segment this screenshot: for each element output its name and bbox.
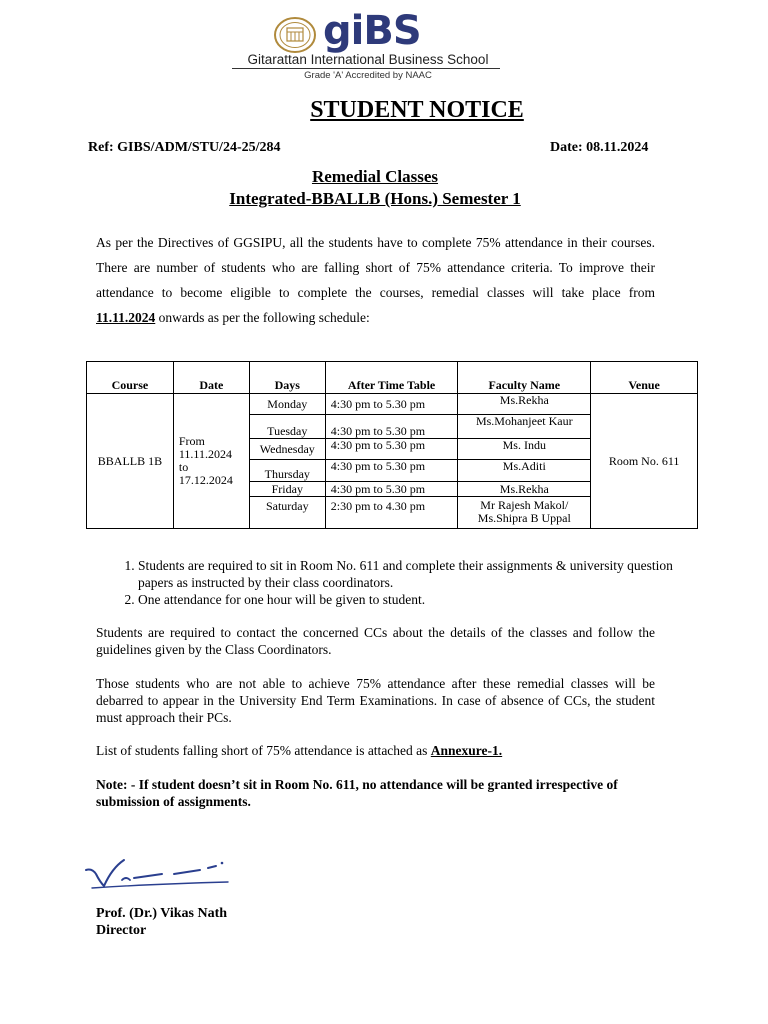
faculty-cell: Ms.Aditi [458, 460, 591, 482]
day-cell: Wednesday [249, 439, 325, 460]
faculty-name-line1: Mr Rajesh Makol/ [480, 498, 569, 512]
intro-text-after: onwards as per the following schedule: [155, 310, 370, 325]
contact-paragraph: Students are required to contact the concerned CCs about the details of the classes and follow the guidelines given by the Class Coordinators. [96, 625, 655, 657]
table-header-row [87, 362, 698, 394]
header-days: Days [249, 362, 325, 394]
notice-date: Date: 08.11.2024 [550, 140, 649, 155]
header-date: Date [173, 362, 249, 394]
brand-logo: giBS [323, 8, 421, 54]
school-seal-icon [273, 16, 317, 54]
date-start: 11.11.2024 [178, 447, 232, 461]
faculty-cell: Ms.Rekha [458, 482, 591, 497]
day-cell: Friday [249, 482, 325, 497]
signatory-title: Director [96, 923, 147, 938]
schedule-table [86, 361, 698, 529]
header-faculty: Faculty Name [458, 362, 591, 394]
list-item: 1. Students are required to sit in Room No. 611 and complete their assignments & university question papers as instructed by their class coordinators. [138, 557, 698, 591]
director-signature [82, 854, 232, 896]
intro-start-date: 11.11.2024 [96, 310, 156, 325]
date-range-cell [173, 394, 249, 529]
note-paragraph: Note: - If student doesn’t sit in Room No. 611, no attendance will be granted irrespective of submission of assignments. [96, 777, 618, 809]
rules-list [96, 557, 698, 608]
header-venue: Venue [591, 362, 698, 394]
header-course: Course [87, 362, 174, 394]
venue-cell: Room No. 611 [591, 394, 698, 529]
header-divider [232, 68, 500, 69]
date-end: 17.12.2024 [178, 473, 233, 487]
faculty-cell: Ms.Rekha [458, 394, 591, 415]
day-cell: Monday [249, 394, 325, 415]
time-cell: 4:30 pm to 5.30 pm [325, 482, 458, 497]
day-cell: Tuesday [249, 415, 325, 439]
signatory-name: Prof. (Dr.) Vikas Nath [96, 906, 228, 921]
reference-number: Ref: GIBS/ADM/STU/24-25/284 [88, 140, 281, 155]
subtitle-program: Integrated-BBALLB (Hons.) Semester 1 [229, 189, 521, 208]
day-cell: Saturday [249, 497, 325, 529]
faculty-cell: Ms. Indu [458, 439, 591, 460]
date-to-label: to [178, 460, 189, 474]
time-cell: 4:30 pm to 5.30 pm [325, 460, 458, 482]
day-cell: Thursday [249, 460, 325, 482]
list-item: 2. One attendance for one hour will be given to student. [138, 591, 698, 608]
table-row [87, 394, 698, 415]
signatory-block [96, 905, 227, 939]
annexure-text: List of students falling short of 75% attendance is attached as [96, 743, 431, 758]
intro-paragraph [96, 230, 655, 330]
faculty-cell: Ms.Mohanjeet Kaur [458, 415, 591, 439]
debar-paragraph: Those students who are not able to achieve 75% attendance after these remedial classes will be debarred to appear in the University End Term Examinations. In case of absence of CCs, the student must approach their PCs. [96, 676, 655, 725]
time-cell: 4:30 pm to 5.30 pm [325, 439, 458, 460]
time-cell: 4:30 pm to 5.30 pm [325, 394, 458, 415]
subtitle-remedial: Remedial Classes [311, 167, 439, 186]
time-cell: 4:30 pm to 5.30 pm [325, 415, 458, 439]
accreditation: Grade 'A' Accredited by NAAC [304, 70, 432, 81]
time-cell: 2:30 pm to 4.30 pm [325, 497, 458, 529]
faculty-cell [458, 497, 591, 529]
annexure-link[interactable]: Annexure-1. [430, 743, 503, 758]
header-time: After Time Table [325, 362, 458, 394]
notice-title: STUDENT NOTICE [310, 97, 524, 123]
school-name: Gitarattan International Business School [247, 52, 489, 67]
date-from-label: From [178, 434, 205, 448]
course-cell: BBALLB 1B [87, 394, 174, 529]
faculty-name-line2: Ms.Shipra B Uppal [477, 511, 571, 525]
intro-text-before: As per the Directives of GGSIPU, all the students have to complete 75% attendance in their courses. There are number of students who are falling short of 75% attendance criteria. To improve their attendance to become eligible to complete the courses, remedial classes will take place from [96, 235, 655, 300]
annexure-paragraph [96, 742, 655, 759]
